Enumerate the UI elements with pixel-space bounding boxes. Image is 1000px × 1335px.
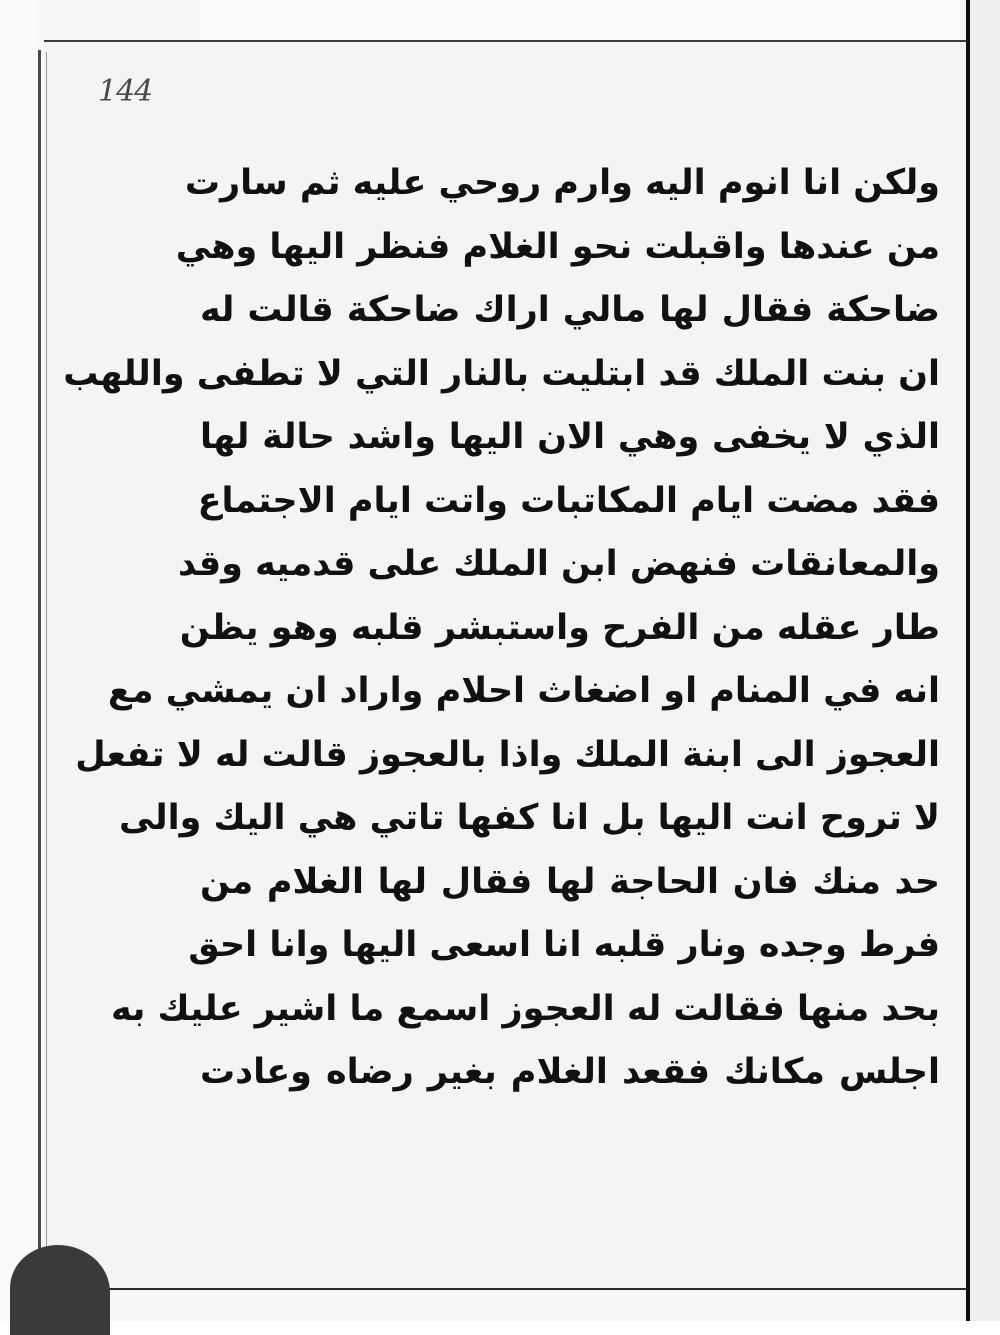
page-right-edge [966, 0, 1000, 1321]
binding-edge-inner [46, 52, 47, 1287]
text-line: الذي لا يخفى وهي الان اليها واشد حالة لها [200, 417, 940, 457]
text-line: العجوز الى ابنة الملك واذا بالعجوز قالت له لا تفعل [75, 734, 940, 775]
folio-number: 144 [98, 74, 153, 109]
text-line: بحد منها فقالت له العجوز اسمع ما اشير عليك به [111, 988, 940, 1029]
manuscript-text [63, 152, 940, 1105]
text-line: فرط وجده ونار قلبه انا اسعى اليها وانا احق [188, 925, 940, 965]
text-line: اجلس مكانك فقعد الغلام بغير رضاه وعادت [200, 1052, 940, 1092]
text-line: حد منك فان الحاجة لها فقال لها الغلام من [200, 861, 940, 902]
left-margin [0, 0, 38, 1321]
text-line: ولكن انا انوم اليه وارم روحي عليه ثم سارت [184, 163, 940, 203]
text-line: لا تروح انت اليها بل انا كفها تاتي هي اليك والى [119, 798, 940, 838]
text-line: من عندها واقبلت نحو الغلام فنظر اليها وهي [175, 226, 940, 267]
binding-edge [38, 50, 41, 1290]
text-line: ضاحكة فقال لها مالي اراك ضاحكة قالت له [200, 290, 940, 330]
text-line: انه في المنام او اضغاث احلام واراد ان يمشي مع [107, 671, 940, 711]
text-line: ان بنت الملك قد ابتليت بالنار التي لا تطفى واللهب [63, 353, 940, 394]
text-line: طار عقله من الفرح واستبشر قلبه وهو يظن [179, 607, 940, 648]
thumb-shadow [10, 1245, 110, 1335]
text-line: والمعانقات فنهض ابن الملك على قدميه وقد [177, 544, 940, 584]
page-top-edge [200, 0, 960, 40]
text-line: فقد مضت ايام المكاتبات واتت ايام الاجتماع [197, 480, 940, 521]
